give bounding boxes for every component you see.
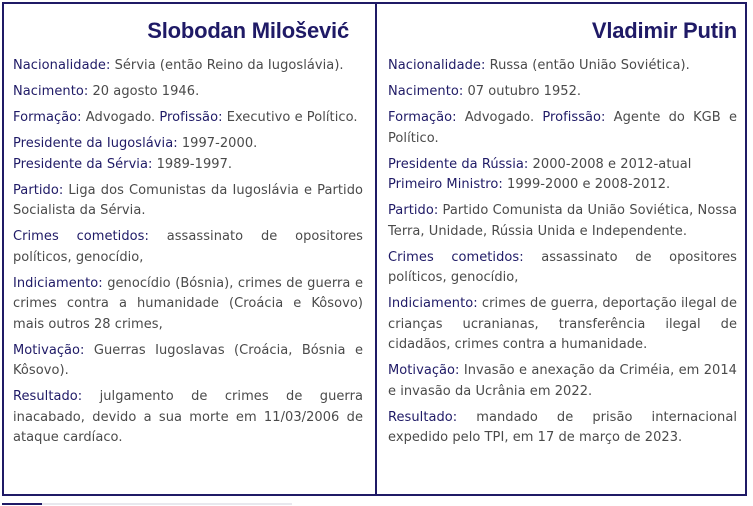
field-label: Indiciamento:: [388, 296, 478, 311]
milosevic-presidente: [13, 134, 363, 175]
milosevic-nacionalidade: [13, 56, 363, 77]
putin-indiciamento: [388, 294, 737, 356]
field-label: Motivação:: [13, 342, 85, 358]
milosevic-column: [4, 4, 377, 494]
field-value: crimes de guerra, deportação ilegal de crianças ucranianas, transferência ilegal de cidadãos, crimes contra a humanidade.: [388, 296, 737, 352]
milosevic-name: Slobodan Milošević: [147, 18, 349, 43]
field-label: Crimes cometidos:: [13, 229, 149, 244]
field-value: 2000-2008 e 2012-atual: [528, 156, 692, 172]
field-label: Indiciamento:: [13, 275, 103, 291]
field-label: Partido:: [388, 203, 439, 218]
putin-resultado: [388, 408, 737, 449]
putin-name: Vladimir Putin: [591, 18, 737, 43]
putin-motivacao: [388, 361, 737, 402]
field-value: assassinato de opositores políticos, genocídio,: [388, 249, 738, 285]
milosevic-nacimento: [13, 82, 363, 103]
field-value: Agente do KGB e Político.: [388, 110, 737, 146]
putin-formacao: [388, 108, 737, 149]
field-label: Resultado:: [13, 389, 83, 404]
field-label: Formação:: [388, 110, 457, 125]
scroll-indicator-thumb: [2, 503, 42, 505]
milosevic-indiciamento: [13, 274, 363, 336]
comparison-table: [2, 2, 747, 496]
field-label: Motivação:: [388, 363, 460, 378]
field-label: Profissão:: [542, 110, 606, 125]
field-label: Profissão:: [159, 110, 223, 125]
putin-column: [377, 4, 745, 494]
field-value: mandado de prisão internacional expedido pelo TPI, em 17 de março de 2023.: [388, 409, 737, 445]
field-label: Presidente da Sérvia:: [13, 156, 153, 172]
field-value: assassinato de opositores políticos, genocídio,: [13, 229, 364, 265]
field-value: julgamento de crimes de guerra inacabado, devido a sua morte em 11/03/2006 de ataque cardíaco.: [13, 389, 363, 445]
field-value: Advogado.: [456, 110, 543, 125]
field-label: Presidente da Iugoslávia:: [13, 136, 178, 151]
putin-partido: [388, 201, 737, 242]
field-value: Advogado.: [81, 110, 160, 125]
putin-nacimento: [388, 82, 737, 103]
field-label: Crimes cometidos:: [388, 249, 524, 265]
milosevic-formacao: [13, 108, 363, 129]
field-value: 07 outubro 1952.: [463, 84, 582, 99]
field-label: Partido:: [13, 182, 64, 198]
field-value: 1999-2000 e 2008-2012.: [502, 177, 671, 192]
field-label: Nacimento:: [13, 84, 89, 99]
milosevic-partido: [13, 181, 363, 222]
field-label: Resultado:: [388, 409, 458, 425]
field-value: 20 agosto 1946.: [88, 84, 200, 99]
field-value: Liga dos Comunistas da Iugoslávia e Partido Socialista da Sérvia.: [13, 182, 363, 218]
field-value: Guerras Iugoslavas (Croácia, Bósnia e Kôsovo).: [13, 342, 363, 378]
bottom-scroll-indicator: [2, 503, 292, 505]
milosevic-resultado: [13, 387, 363, 449]
putin-crimes: [388, 248, 737, 289]
field-label: Nacimento:: [388, 84, 464, 99]
field-label: Primeiro Ministro:: [388, 177, 503, 192]
putin-nacionalidade: [388, 56, 737, 77]
milosevic-motivacao: [13, 341, 363, 382]
field-value: Executivo e Político.: [222, 110, 358, 125]
field-value: Partido Comunista da União Soviética, Nossa Terra, Unidade, Rússia Unida e Independente.: [388, 203, 737, 239]
field-value: 1989-1997.: [152, 156, 233, 172]
field-value: Invasão e anexação da Criméia, em 2014 e invasão da Ucrânia em 2022.: [388, 363, 737, 399]
field-value: 1997-2000.: [177, 136, 258, 151]
field-value: Russa (então União Soviética).: [485, 58, 690, 73]
putin-cargos: [388, 155, 737, 196]
field-label: Nacionalidade:: [13, 58, 111, 73]
field-label: Formação:: [13, 110, 82, 125]
milosevic-crimes: [13, 227, 363, 268]
field-label: Presidente da Rússia:: [388, 156, 529, 172]
field-label: Nacionalidade:: [388, 58, 486, 73]
field-value: Sérvia (então Reino da Iugoslávia).: [110, 58, 344, 73]
field-value: genocídio (Bósnia), crimes de guerra e crimes contra a humanidade (Croácia e Kôsovo) mais outros 28 crimes,: [13, 275, 363, 332]
